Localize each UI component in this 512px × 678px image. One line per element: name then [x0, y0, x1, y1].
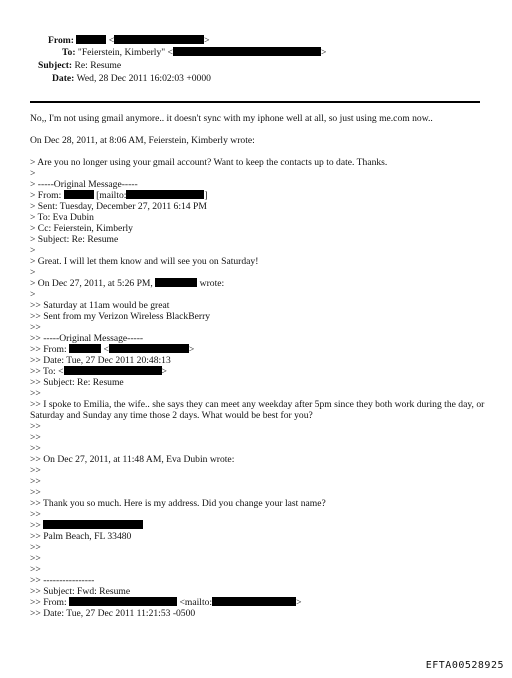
- body-text: >: [296, 597, 302, 608]
- body-line: >: [30, 245, 36, 256]
- redaction-bar: [173, 47, 321, 56]
- body-line: On Dec 28, 2011, at 8:06 AM, Feierstein, Kimberly wrote:: [30, 135, 255, 146]
- body-text: <: [103, 344, 109, 355]
- body-text: >: [188, 344, 195, 355]
- header-date-value: Wed, 28 Dec 2011 16:02:03 +0000: [76, 73, 211, 84]
- body-line: >> Date: Tue, 27 Dec 2011 20:48:13: [30, 355, 171, 366]
- body-text: >> From:: [30, 344, 67, 355]
- body-line: >>: [30, 542, 41, 553]
- header-date-row: [52, 73, 211, 84]
- body-line: >> Sent from my Verizon Wireless BlackBerry: [30, 311, 211, 322]
- header-divider: [30, 101, 480, 103]
- redaction-bar: [155, 278, 197, 287]
- body-line: > Great. I will let them know and will see you on Saturday!: [30, 256, 259, 267]
- body-text: >> From:: [30, 597, 67, 608]
- body-line: [30, 520, 485, 531]
- body-line: >> Palm Beach, FL 33480: [30, 531, 132, 542]
- header-subject-row: [38, 60, 121, 71]
- body-line: >> Saturday at 11am would be great: [30, 300, 170, 311]
- body-line: >> Thank you so much. Here is my address. Did you change your last name?: [30, 498, 326, 509]
- body-line: >>: [30, 553, 41, 564]
- header-to-label: To:: [62, 47, 76, 58]
- body-text: <mailto:: [179, 597, 213, 608]
- body-line: >: [30, 168, 36, 179]
- header-subject-value: Re: Resume: [74, 60, 122, 71]
- body-line: >> I spoke to Emilia, the wife.. she says they can meet any weekday after 5pm since they both work during the day, or Saturday and Sunday any time those 2 days. What would be best for you?: [30, 399, 485, 421]
- header-date-label: Date:: [52, 73, 75, 84]
- redaction-bar: [69, 597, 177, 606]
- redaction-bar: [69, 344, 101, 353]
- body-line: >: [30, 267, 36, 278]
- redaction-bar: [212, 597, 296, 606]
- document-id: EFTA00528925: [425, 660, 504, 671]
- body-line: [30, 597, 485, 608]
- redaction-bar: [109, 344, 189, 353]
- body-line: >> Subject: Fwd: Resume: [30, 586, 131, 597]
- email-body: [30, 113, 485, 619]
- body-line: >>: [30, 432, 41, 443]
- body-text: > On Dec 27, 2011, at 5:26 PM,: [30, 278, 153, 289]
- body-text: ]: [204, 190, 208, 201]
- body-line: >: [30, 289, 36, 300]
- redaction-bar: [64, 190, 94, 199]
- header-from-open: <: [108, 35, 115, 46]
- body-line: > Are you no longer using your gmail account? Want to keep the contacts up to date. Thanks.: [30, 157, 388, 168]
- body-line: > To: Eva Dubin: [30, 212, 94, 223]
- redaction-bar: [43, 520, 143, 529]
- body-line: [30, 366, 485, 377]
- body-line: >> On Dec 27, 2011, at 11:48 AM, Eva Dubin wrote:: [30, 454, 235, 465]
- body-line: [30, 344, 485, 355]
- body-text: [mailto:: [96, 190, 127, 201]
- redaction-bar: [126, 190, 204, 199]
- body-line: >>: [30, 564, 41, 575]
- header-to-row: [62, 47, 326, 58]
- body-line: > -----Original Message-----: [30, 179, 138, 190]
- body-line: >>: [30, 487, 41, 498]
- body-line: >> Subject: Re: Resume: [30, 377, 124, 388]
- body-line: >> Date: Tue, 27 Dec 2011 11:21:53 -0500: [30, 608, 196, 619]
- body-line: No,, I'm not using gmail anymore.. it doesn't sync with my iphone well at all, so just using me.com now..: [30, 113, 433, 124]
- body-line: >>: [30, 322, 41, 333]
- body-line: >>: [30, 509, 41, 520]
- body-line: >>: [30, 443, 41, 454]
- body-line: > Cc: Feierstein, Kimberly: [30, 223, 133, 234]
- redaction-bar: [114, 35, 204, 44]
- body-text: >>: [30, 520, 41, 531]
- redaction-bar: [64, 366, 162, 375]
- header-from-row: [48, 35, 210, 46]
- body-text: >: [161, 366, 167, 377]
- body-text: wrote:: [199, 278, 225, 289]
- body-line: > Sent: Tuesday, December 27, 2011 6:14 PM: [30, 201, 207, 212]
- body-line: > Subject: Re: Resume: [30, 234, 119, 245]
- header-from-close: >: [204, 35, 210, 46]
- body-line: >>: [30, 421, 41, 432]
- body-text: > From:: [30, 190, 62, 201]
- header-subject-label: Subject:: [38, 60, 73, 71]
- body-line: >>: [30, 476, 41, 487]
- body-text: >> To: <: [30, 366, 64, 377]
- body-line: >>: [30, 388, 41, 399]
- body-line: [30, 278, 485, 289]
- body-line: >> -----Original Message-----: [30, 333, 144, 344]
- redaction-bar: [76, 35, 106, 44]
- body-line: >> ----------------: [30, 575, 95, 586]
- header-from-label: From:: [48, 35, 74, 46]
- header-to-close: >: [320, 47, 327, 58]
- body-line: >>: [30, 465, 41, 476]
- body-line: [30, 190, 485, 201]
- header-to-value: "Feierstein, Kimberly" <: [77, 47, 173, 58]
